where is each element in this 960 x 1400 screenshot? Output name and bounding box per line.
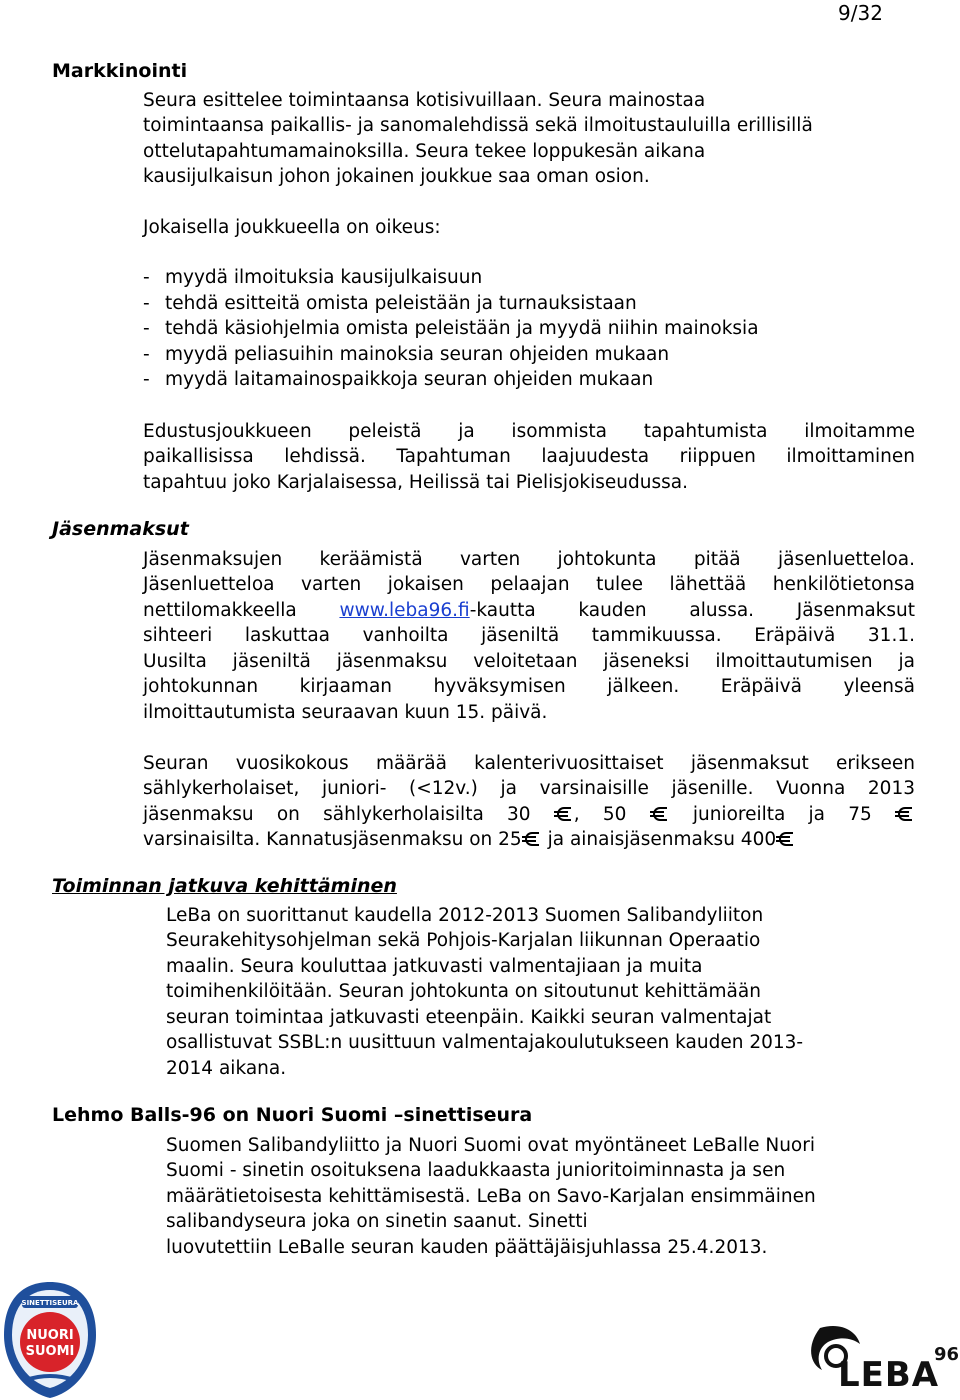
page-number: 9/32 <box>838 1 883 25</box>
section-heading-jasenmaksut: Jäsenmaksut <box>52 518 189 540</box>
logo-word-2: SUOMI <box>25 1344 75 1359</box>
list-item: - tehdä käsiohjelmia omista peleistään ja myydä niihin mainoksia <box>143 318 759 339</box>
paragraph-line: maalin. Seura kouluttaa jatkuvasti valmentajiaan ja muita <box>166 956 703 977</box>
paragraph-line: johtokunnan kirjaaman hyväksymisen jälkeen. Eräpäivä yleensä <box>143 676 915 697</box>
logo-top-text: SINETTISEURA <box>21 1299 79 1307</box>
leba96-logo <box>800 1320 960 1400</box>
euro-sign-icon <box>895 807 915 821</box>
paragraph-line: Suomi - sinetin osoituksena laadukkaasta junioritoiminnasta ja sen <box>166 1160 786 1181</box>
paragraph-line: sählykerholaiset, juniori- (<12v.) ja varsinaisille jäsenille. Vuonna 2013 <box>143 778 915 799</box>
paragraph-line: Seura esittelee toimintaansa kotisivuillaan. Seura mainostaa <box>143 90 706 111</box>
paragraph-line: Edustusjoukkueen peleistä ja isommista tapahtumista ilmoitamme <box>143 421 915 442</box>
logo-word-1: NUORI <box>26 1328 74 1343</box>
paragraph-line: luovutettiin LeBalle seuran kauden päättäjäisjuhlassa 25.4.2013. <box>166 1237 768 1258</box>
paragraph-line: Jäsenluetteloa varten jokaisen pelaajan tulee lähettää henkilötietonsa <box>143 574 915 595</box>
paragraph-line: Seuran vuosikokous määrää kalenterivuosittaiset jäsenmaksut erikseen <box>143 753 915 774</box>
euro-sign-icon <box>650 807 670 821</box>
leba-wordmark: LEBA <box>838 1355 940 1395</box>
list-item: - myydä ilmoituksia kausijulkaisuun <box>143 267 483 288</box>
list-item: - myydä peliasuihin mainoksia seuran ohjeiden mukaan <box>143 344 670 365</box>
paragraph-line: Seurakehitysohjelman sekä Pohjois-Karjalan liikunnan Operaatio <box>166 930 761 951</box>
paragraph-line: Suomen Salibandyliitto ja Nuori Suomi ovat myöntäneet LeBalle Nuori <box>166 1135 815 1156</box>
section-heading-sinettiseura: Lehmo Balls-96 on Nuori Suomi –sinettiseura <box>52 1104 533 1126</box>
section-heading-kehittaminen: Toiminnan jatkuva kehittäminen <box>52 875 397 897</box>
website-link[interactable]: www.leba96.fi <box>339 600 470 621</box>
paragraph-line: Jäsenmaksujen keräämistä varten johtokunta pitää jäsenluetteloa. <box>143 549 915 570</box>
paragraph-line: sihteeri laskuttaa vanhoilta jäseniltä tammikuussa. Eräpäivä 31.1. <box>143 625 915 646</box>
paragraph-line: nettilomakkeella www.leba96.fi-kautta kauden alussa. Jäsenmaksut <box>143 600 915 621</box>
list-item: - myydä laitamainospaikkoja seuran ohjeiden mukaan <box>143 369 654 390</box>
paragraph-line: LeBa on suorittanut kaudella 2012-2013 Suomen Salibandyliiton <box>166 905 764 926</box>
paragraph-line: varsinaisilta. Kannatusjäsenmaksu on 25 ja ainaisjäsenmaksu 400 <box>143 828 796 852</box>
paragraph-line: ottelutapahtumamainoksilla. Seura tekee loppukesän aikana <box>143 141 706 162</box>
paragraph-line: paikallisissa lehdissä. Tapahtuman laajuudesta riippuen ilmoittaminen <box>143 446 915 467</box>
nuori-suomi-sinettiseura-logo <box>0 1280 100 1400</box>
paragraph-line: seuran toimintaa jatkuvasti eteenpäin. Kaikki seuran valmentajat <box>166 1007 772 1028</box>
paragraph-line: tapahtuu joko Karjalaisessa, Heilissä tai Pielisjokiseudussa. <box>143 472 688 493</box>
paragraph-line: kausijulkaisun johon jokainen joukkue saa oman osion. <box>143 166 650 187</box>
euro-sign-icon <box>776 832 796 846</box>
leba-number: 96 <box>934 1344 960 1365</box>
paragraph-line: määrätietoisesta kehittämisestä. LeBa on Savo-Karjalan ensimmäinen <box>166 1186 816 1207</box>
section-heading-markkinointi: Markkinointi <box>52 60 188 82</box>
paragraph-line: Uusilta jäseniltä jäsenmaksu veloitetaan jäseneksi ilmoittautumisen ja <box>143 651 915 672</box>
paragraph-line: 2014 aikana. <box>166 1058 287 1079</box>
paragraph-line: osallistuvat SSBL:n uusittuun valmentajakoulutukseen kauden 2013- <box>166 1032 804 1053</box>
euro-sign-icon <box>554 807 574 821</box>
paragraph-line: toimintaansa paikallis- ja sanomalehdissä sekä ilmoitustauluilla erillisillä <box>143 115 813 136</box>
paragraph-line: jäsenmaksu on sählykerholaisilta 30 , 50 junioreilta ja 75 <box>143 803 915 827</box>
paragraph-line: salibandyseura joka on sinetin saanut. Sinetti <box>166 1211 588 1232</box>
paragraph-line: toimihenkilöitään. Seuran johtokunta on sitoutunut kehittämään <box>166 981 761 1002</box>
paragraph-line: ilmoittautumista seuraavan kuun 15. päivä. <box>143 702 548 723</box>
list-item: - tehdä esitteitä omista peleistään ja turnauksistaan <box>143 293 637 314</box>
rights-intro: Jokaisella joukkueella on oikeus: <box>143 217 441 238</box>
euro-sign-icon <box>522 832 542 846</box>
